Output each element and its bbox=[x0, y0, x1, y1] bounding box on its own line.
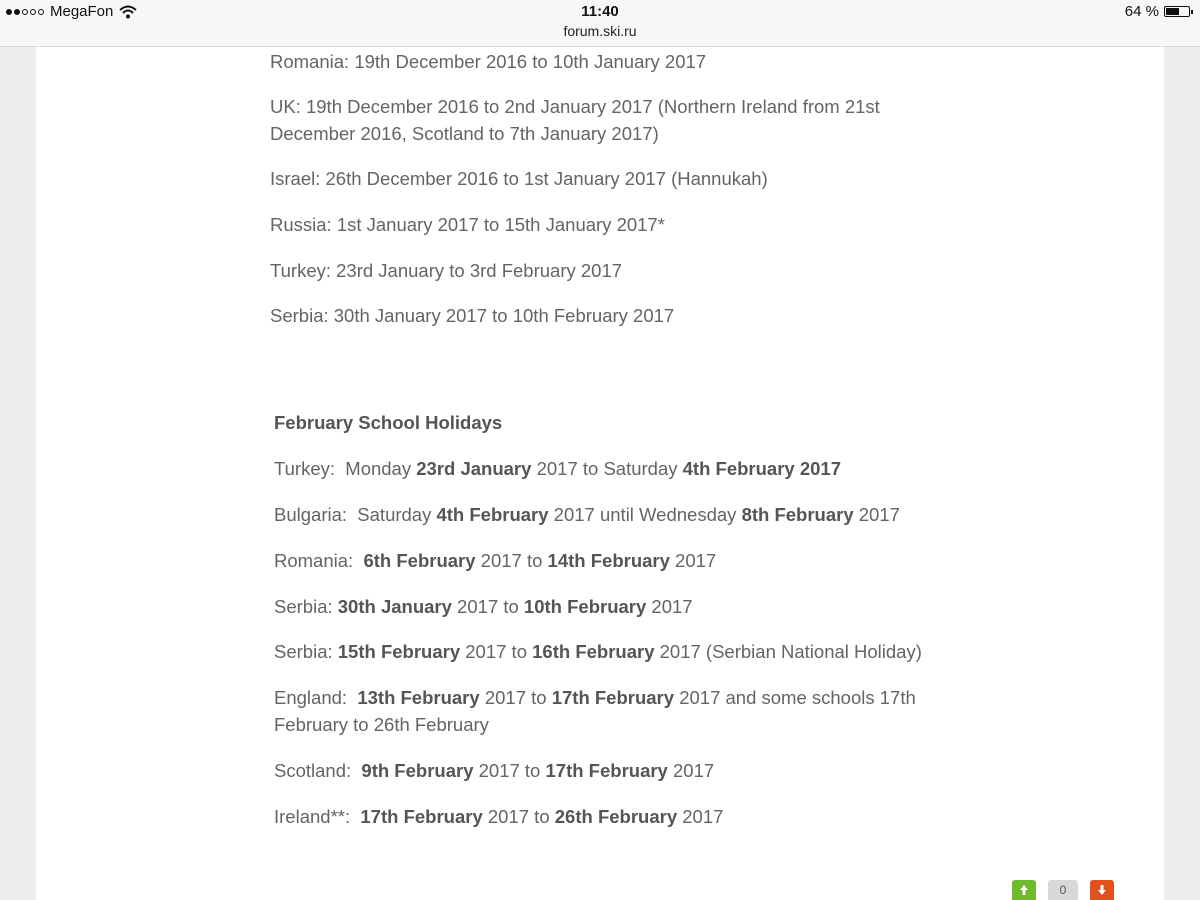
section-heading: February School Holidays bbox=[274, 412, 503, 433]
vote-controls bbox=[1012, 880, 1114, 900]
arrow-down-icon bbox=[1097, 884, 1107, 896]
address-bar[interactable]: forum.ski.ru bbox=[563, 23, 637, 39]
carrier-name: MegaFon bbox=[50, 3, 114, 20]
vote-count: 0 bbox=[1048, 880, 1078, 900]
status-right bbox=[1125, 3, 1190, 20]
page-background bbox=[0, 47, 1200, 900]
february-holiday-line: Turkey: Monday 23rd January 2017 to Saturday 4th February 2017 bbox=[274, 458, 841, 479]
holiday-line: Serbia: 30th January 2017 to 10th February 2017 bbox=[270, 305, 675, 326]
holiday-line: Romania: 19th December 2016 to 10th January 2017 bbox=[270, 51, 707, 72]
holiday-line: UK: 19th December 2016 to 2nd January 2017 (Northern Ireland from 21st December 2016, Scotland to 7th January 2017) bbox=[270, 96, 880, 144]
holiday-line: Russia: 1st January 2017 to 15th January 2017* bbox=[270, 214, 665, 235]
february-holiday-line: Scotland: 9th February 2017 to 17th February 2017 bbox=[274, 760, 715, 781]
battery-percentage: 64 % bbox=[1124, 3, 1159, 20]
holiday-line: Turkey: 23rd January to 3rd February 2017 bbox=[270, 260, 623, 281]
february-holiday-line: Serbia: 30th January 2017 to 10th February 2017 bbox=[274, 596, 693, 617]
february-holiday-line: Bulgaria: Saturday 4th February 2017 until Wednesday 8th February 2017 bbox=[274, 504, 900, 525]
holiday-line: Israel: 26th December 2016 to 1st January 2017 (Hannukah) bbox=[270, 168, 768, 189]
upvote-button[interactable] bbox=[1012, 880, 1036, 900]
february-holiday-line: Romania: 6th February 2017 to 14th February 2017 bbox=[274, 550, 717, 571]
clock: 11:40 bbox=[581, 3, 619, 20]
battery-icon bbox=[1164, 6, 1190, 17]
status-bar bbox=[0, 0, 1200, 47]
february-holiday-line: England: 13th February 2017 to 17th February 2017 and some schools 17th February to 26th February bbox=[274, 687, 916, 735]
february-holiday-line: Ireland**: 17th February 2017 to 26th February 2017 bbox=[274, 806, 724, 827]
forum-post bbox=[36, 47, 1164, 900]
february-holiday-line: Serbia: 15th February 2017 to 16th February 2017 (Serbian National Holiday) bbox=[274, 641, 922, 662]
arrow-up-icon bbox=[1019, 884, 1029, 896]
downvote-button[interactable] bbox=[1090, 880, 1114, 900]
